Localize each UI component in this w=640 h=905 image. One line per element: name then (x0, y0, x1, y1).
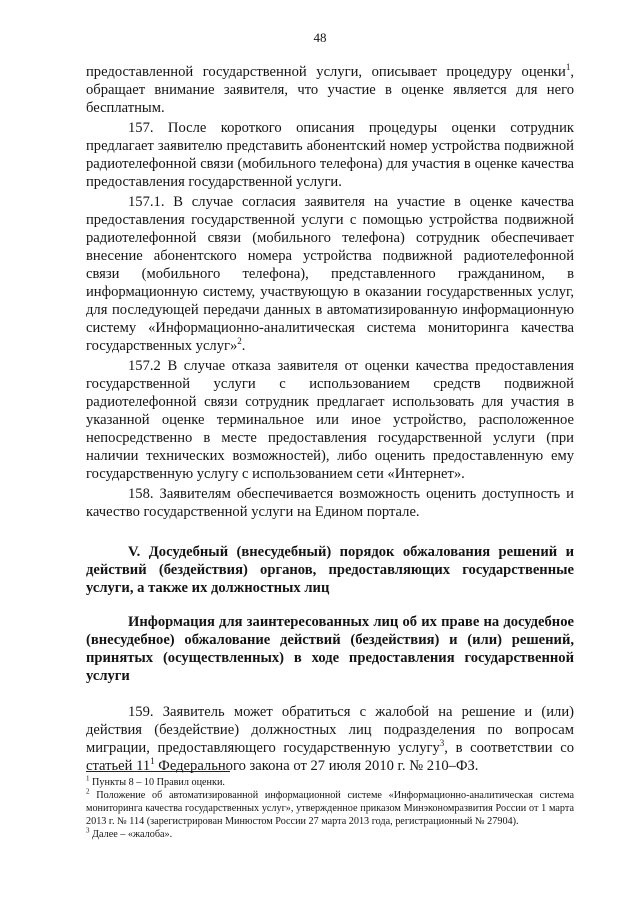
footnote-number: 1 (86, 774, 90, 783)
footnote-number: 3 (86, 826, 90, 835)
paragraph-text: , обращает внимание заявителя, что участие в оценке является для него бесплатным. (86, 64, 574, 116)
paragraph-text: Федерального закона от 27 июля 2010 г. № 210–ФЗ. (154, 758, 479, 774)
section-heading: V. Досудебный (внесудебный) порядок обжалования решений и действий (бездействия) органов, предоставляющих государственные услуги, а также их должностных лиц (86, 544, 574, 596)
paragraph-text: предоставленной государственной услуги, описывает процедуру оценки (86, 64, 566, 80)
footnote-ref-2: 2 (237, 336, 242, 347)
document-body (86, 63, 574, 775)
footnote-text: Далее – «жалоба». (89, 829, 173, 840)
footnote-separator (86, 771, 230, 772)
paragraph-157-2: 157.2 В случае отказа заявителя от оценки качества предоставления государственной услуги с использованием средств подвижной радиотелефонной связи сотрудник предлагает использовать для участия в указанной оценке терминальное или иное устройство, расположенное непосредственно в месте предоставления государственной услуги (при наличии технических возможностей), либо оценить предоставленную ему государственную услугу с использованием сети «Интернет». (86, 358, 574, 482)
paragraph-text: . (241, 338, 246, 354)
footnote-ref-3: 3 (439, 738, 445, 749)
footnote-ref-1: 1 (565, 62, 571, 73)
subsection-heading: Информация для заинтересованных лиц об их праве на досудебное (внесудебное) обжалование действий (бездействия) и (или) решений, принятых (осуществленных) в ходе предоставления государственной услуги (86, 614, 574, 684)
paragraph-157: 157. После короткого описания процедуры оценки сотрудник предлагает заявителю представить абонентский номер устройства подвижной радиотелефонной связи (мобильного телефона) для участия в оценке качества предоставления государственной услуги. (86, 120, 574, 190)
paragraph-continuation (86, 63, 574, 117)
footnote-text: Положение об автоматизированной информационной системе «Информационно-аналитическая система мониторинга качества государственных услуг», утвержденное приказом Минэкономразвития России от 1 марта 2013 г. № 114 (зарегистрирован Минюстом России 27 марта 2013 года, регистрационный № 27904). (86, 790, 574, 827)
paragraph-text: 159. Заявитель может обратиться с жалобой на решение и (или) действия (бездействие) должностных лиц подразделения по вопросам миграции, предоставляющего государственную услугу (86, 704, 574, 756)
paragraph-159 (86, 703, 574, 775)
paragraph-158: 158. Заявителям обеспечивается возможность оценить доступность и качество государственной услуги на Едином портале. (86, 486, 574, 520)
footnote (86, 828, 574, 841)
footnote-number: 2 (86, 787, 90, 796)
footnote (86, 789, 574, 828)
paragraph-157-1 (86, 193, 574, 355)
page-number: 48 (313, 30, 327, 45)
footnote-text: Пункты 8 – 10 Правил оценки. (89, 777, 225, 788)
footnotes (86, 776, 574, 841)
article-superscript: 1 (150, 756, 155, 767)
footnote (86, 776, 574, 789)
paragraph-text: 157.1. В случае согласия заявителя на участие в оценке качества предоставления государственной услуги с помощью устройства подвижной радиотелефонной связи (мобильного телефона) сотрудник обеспечивает внесение абонентского номера устройства подвижной радиотелефонной связи (мобильного телефона), представленного гражданином, в информационную систему, участвующую в оказании государственных услуг, для последующей передачи данных в автоматизированную информационную систему «Информационно-аналитическая система мониторинга качества государственных услуг» (86, 194, 574, 354)
paragraph-text: , в соответствии со статьей 11 (86, 740, 574, 774)
